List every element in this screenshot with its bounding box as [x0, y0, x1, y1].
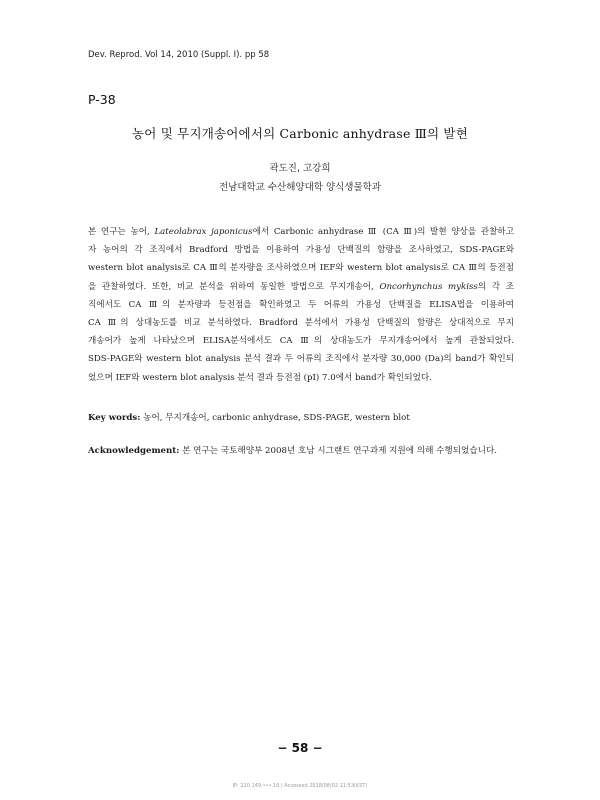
species-name: Lateolabrax japonicus [154, 227, 253, 237]
acknowledgement [88, 444, 528, 456]
affiliation: 전남대학교 수산해양대학 양식생물학과 [218, 182, 382, 193]
keywords-label: Key words: [88, 413, 141, 423]
abstract-line: 자 농어의 각 조직에서 Bradford 방법을 이용하여 가용성 단백질의 함량을 조사하였고, SDS-PAGE와 [88, 245, 514, 256]
paper-title: 농어 및 무지개송어에서의 Carbonic anhydrase Ⅲ의 발현 [132, 126, 468, 141]
abstract-line: western blot analysis로 CA Ⅲ의 분자량을 조사하였으며 IEF와 western blot analysis로 CA Ⅲ의 등전점 [88, 263, 514, 274]
acknowledgement-text: 본 연구는 국토해양부 2008년 호남 시그랜트 연구과제 지원에 의해 수행되었습니다. [179, 446, 497, 456]
abstract-line: 을 관찰하였다. 또한, 비교 분석을 위하여 동일한 방법으로 무지개송어, Oncorhynchus mykiss의 각 조 [88, 281, 514, 292]
abstract-line: SDS-PAGE와 western blot analysis 분석 결과 두 어류의 조직에서 분자량 30,000 (Da)의 band가 확인되 [88, 354, 514, 365]
abstract-line: CA Ⅲ의 상대농도를 비교 분석하였다. Bradford 분석에서 가용성 단백질의 함량은 상대적으로 무지 [88, 318, 514, 329]
authors: 곽도진, 고강희 [269, 163, 331, 174]
running-head: Dev. Reprod. Vol 14, 2010 (Suppl. I). pp 58 [88, 50, 270, 60]
abstract-line: 본 연구는 농어, Lateolabrax japonicus에서 Carbonic anhydrase Ⅲ (CA Ⅲ)의 발현 양상을 관찰하고 [88, 227, 515, 237]
abstract-line: 직에서도 CA Ⅲ의 분자량과 등전점을 확인하였고 두 어류의 가용성 단백질을 ELISA법을 이용하여 [88, 299, 514, 310]
footer-note: IP: 220.149.•••.10 | Accessed 2018/08/02 11:53(KST) [232, 783, 368, 789]
abstract-line: 개송어가 높게 나타났으며 ELISA분석에서도 CA Ⅲ의 상대농도가 무지개송어에서 높게 관찰되었다. [88, 336, 514, 347]
species-name: Oncorhynchus mykiss [379, 281, 478, 292]
keywords [88, 411, 528, 423]
paper-code: P-38 [88, 92, 116, 107]
acknowledgement-label: Acknowledgement: [88, 446, 180, 456]
keywords-text: 농어, 무지개송어, carbonic anhydrase, SDS-PAGE, western blot [140, 413, 410, 423]
abstract-line: 었으며 IEF와 western blot analysis 분석 결과 등전점 (pI) 7.0에서 band가 확인되었다. [88, 372, 432, 383]
abstract [88, 223, 514, 387]
page-number: − 58 − [277, 741, 323, 755]
